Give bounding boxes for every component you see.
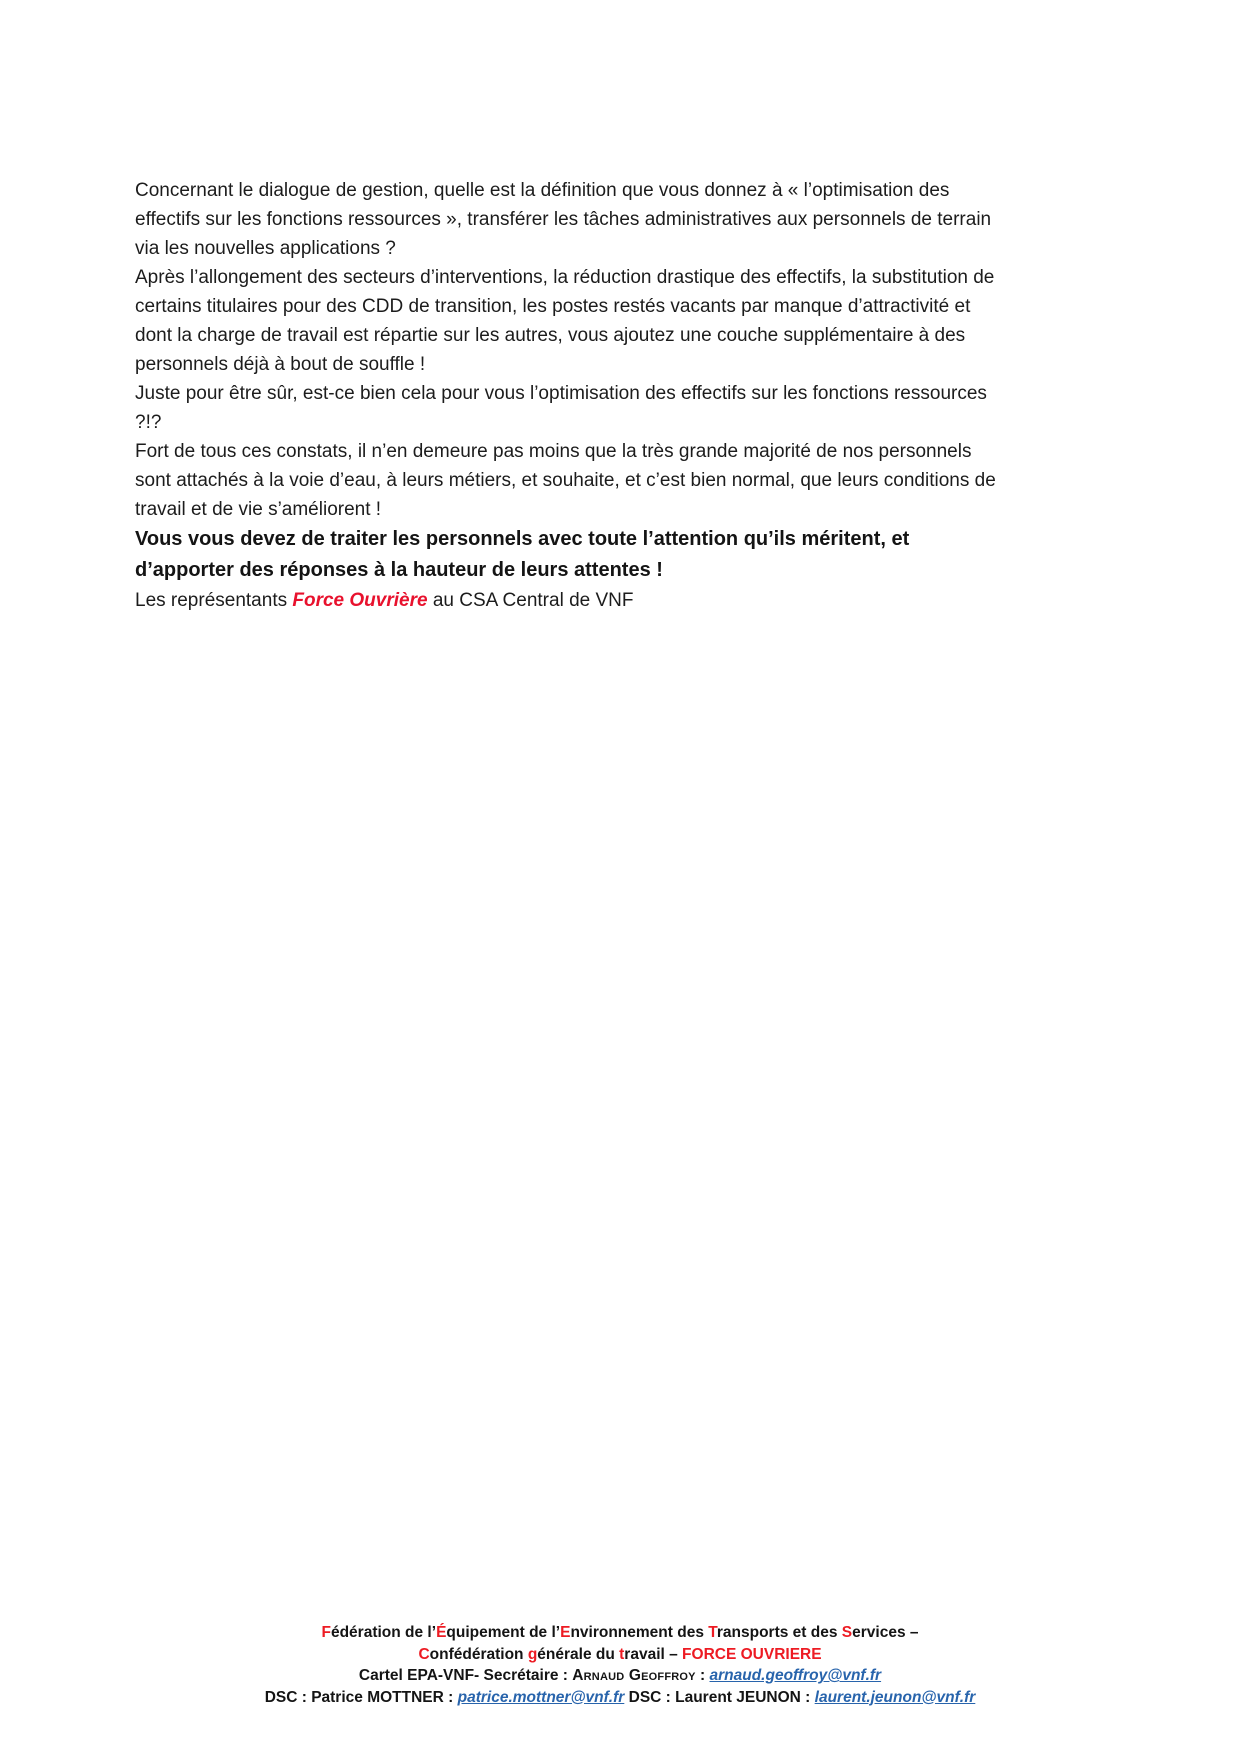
union-name-force-ouvriere: Force Ouvrière: [292, 590, 428, 611]
footer-text-segment: ravail –: [624, 1645, 683, 1663]
secretary-name: Arnaud Geoffroy: [572, 1667, 696, 1684]
footer-federation-line: [0, 1622, 1240, 1644]
footer-text-segment: nvironnement des: [570, 1624, 709, 1641]
footer-red-initial: E: [560, 1624, 571, 1641]
email-link-arnaud-geoffroy[interactable]: arnaud.geoffroy@vnf.fr: [709, 1667, 882, 1684]
footer-red-initial: S: [841, 1624, 853, 1641]
footer-red-initial: F: [321, 1624, 331, 1641]
footer-cartel-label: Cartel EPA-VNF- Secrétaire :: [358, 1667, 573, 1684]
footer-text-segment: ervices –: [852, 1624, 919, 1641]
footer-text-segment: énérale du: [537, 1645, 620, 1663]
footer-red-initial: g: [527, 1645, 538, 1663]
footer-dsc2-label: DSC : Laurent JEUNON :: [624, 1688, 815, 1706]
footer-text-segment: :: [695, 1667, 710, 1684]
page-footer: [0, 1622, 1240, 1708]
paragraph-juste-pour-etre-sur: Juste pour être sûr, est-ce bien cela pour vous l’optimisation des effectifs sur les fonctions ressources ?!?: [135, 383, 987, 433]
footer-dsc-line: [0, 1687, 1240, 1709]
paragraph-bold-statement: Vous vous devez de traiter les personnels avec toute l’attention qu’ils méritent, et d’apporter des réponses à la hauteur de leurs attentes !: [135, 528, 910, 581]
signature-line: [135, 586, 1010, 615]
paragraph-apres-allongement: Après l’allongement des secteurs d’interventions, la réduction drastique des effectifs, la substitution de certains titulaires pour des CDD de transition, les postes restés vacants par manque d’attractivité et dont la charge de travail est répartie sur les autres, vous ajoutez une couche supplémentaire à des personnels déjà à bout de souffle !: [135, 267, 995, 375]
footer-text-segment: onfédération: [429, 1645, 528, 1663]
footer-red-initial: C: [418, 1645, 430, 1663]
email-link-patrice-mottner[interactable]: patrice.mottner@vnf.fr: [457, 1688, 625, 1706]
signature-suffix: au CSA Central de VNF: [427, 590, 634, 611]
footer-force-ouvriere-label: FORCE OUVRIERE: [682, 1645, 822, 1663]
footer-text-segment: quipement de l’: [446, 1624, 561, 1641]
footer-red-initial: t: [619, 1645, 625, 1663]
footer-text-segment: ransports et des: [716, 1624, 842, 1641]
footer-red-initial: T: [708, 1624, 717, 1641]
footer-text-segment: édération de l’: [330, 1624, 437, 1641]
footer-cartel-line: [0, 1665, 1240, 1687]
footer-dsc1-label: DSC : Patrice MOTTNER :: [264, 1688, 458, 1706]
paragraph-dialogue-gestion: Concernant le dialogue de gestion, quelle est la définition que vous donnez à « l’optimisation des effectifs sur les fonctions ressources », transférer les tâches administratives aux personnels de terrain via les nouvelles applications ?: [135, 180, 992, 259]
document-body: [135, 176, 1010, 615]
footer-red-initial: É: [436, 1624, 447, 1641]
email-link-laurent-jeunon[interactable]: laurent.jeunon@vnf.fr: [814, 1688, 976, 1706]
paragraph-fort-constats: Fort de tous ces constats, il n’en demeure pas moins que la très grande majorité de nos personnels sont attachés à la voie d’eau, à leurs métiers, et souhaite, et c’est bien normal, que leurs conditions de travail et de vie s’améliorent !: [135, 441, 996, 520]
signature-prefix: Les représentants: [135, 590, 293, 611]
footer-confederation-line: [0, 1644, 1240, 1666]
